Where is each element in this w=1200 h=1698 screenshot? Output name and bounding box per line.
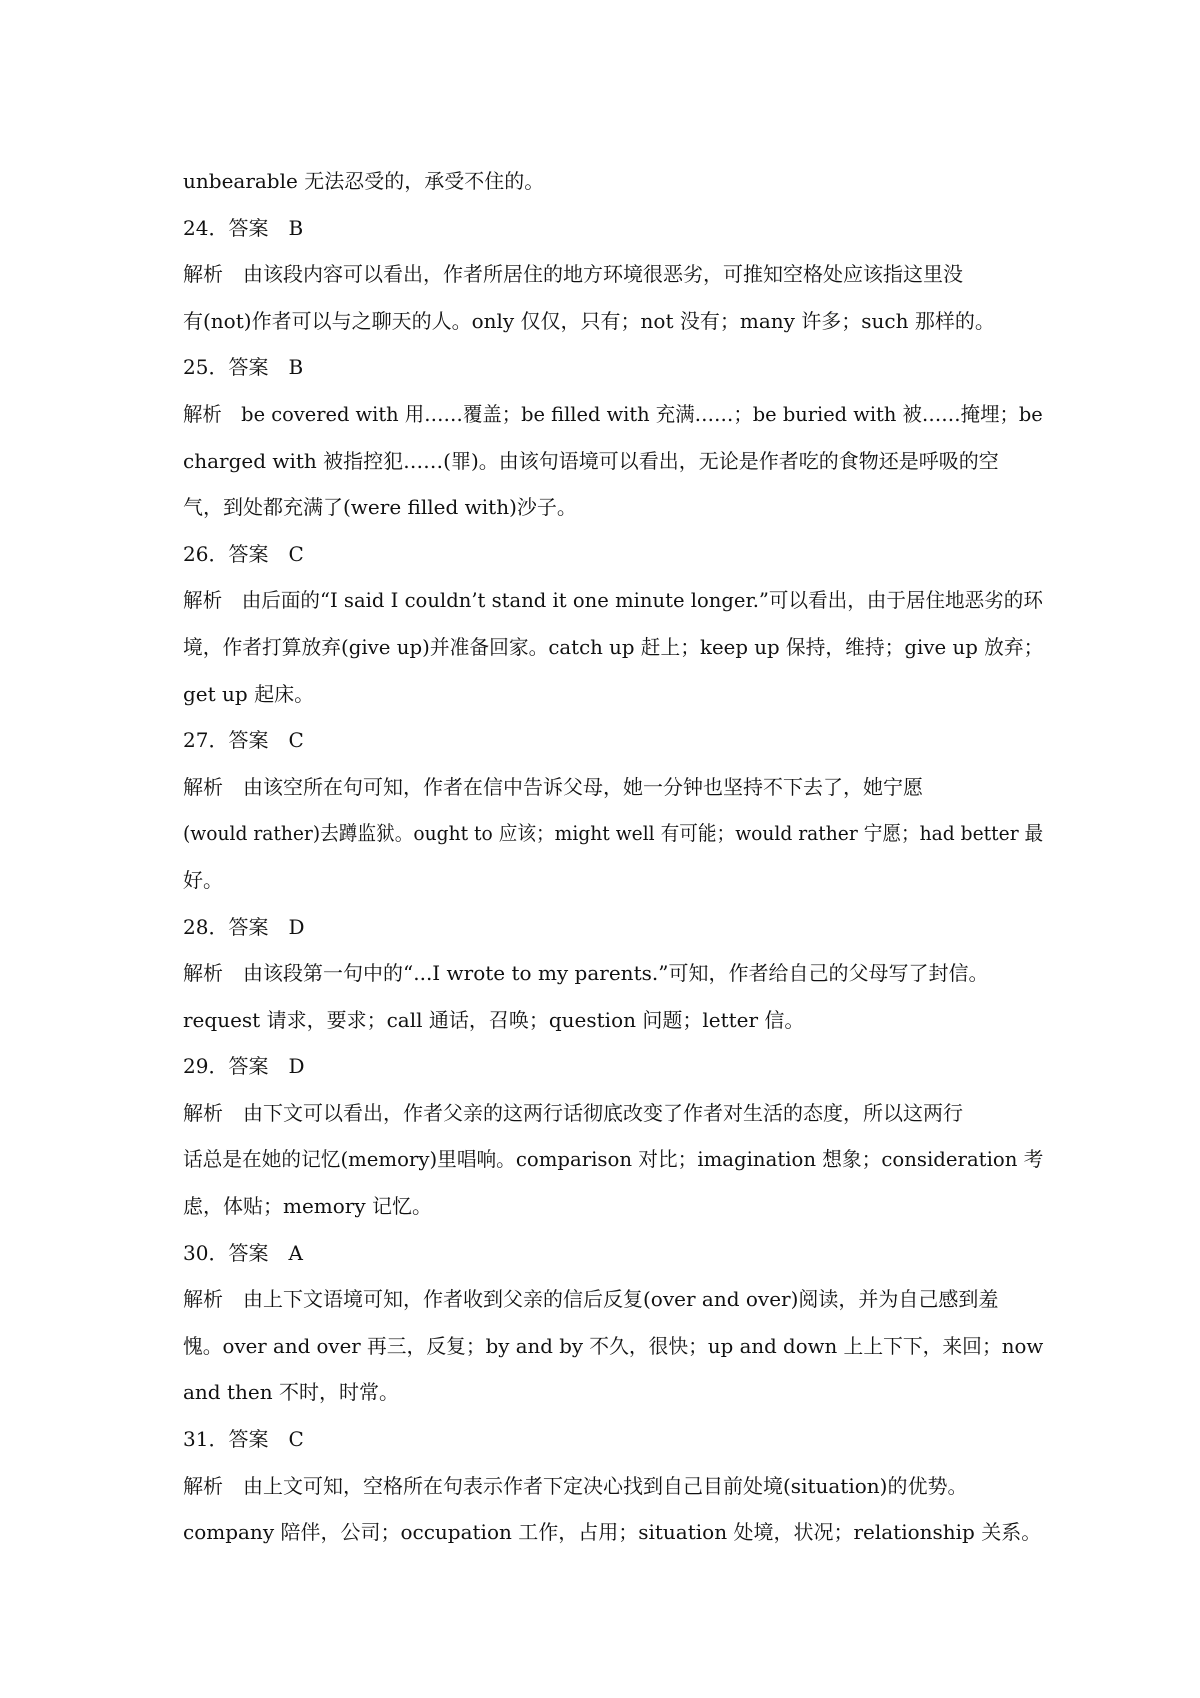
text-line: charged with 被指控犯……(罪)。由该句语境可以看出，无论是作者吃的食物还是呼吸的空 — [183, 448, 999, 473]
answer-line: 31．答案 C — [183, 1427, 304, 1452]
text-line: 解析 由后面的“I said I couldn’t stand it one minute longer.”可以看出，由于居住地恶劣的环 — [183, 588, 1043, 613]
text-line: 解析 be covered with 用……覆盖；be filled with 充满……；be buried with 被……掩埋；be — [183, 401, 1043, 426]
text-line: 解析 由上下文语境可知，作者收到父亲的信后反复(over and over)阅读，并为自己感到羞 — [183, 1287, 999, 1312]
text-line: get up 起床。 — [183, 681, 315, 706]
text-line: request 请求，要求；call 通话，召唤；question 问题；letter 信。 — [183, 1007, 805, 1032]
answer-line: 27．答案 C — [183, 728, 304, 753]
text-line: 好。 — [183, 867, 223, 892]
text-line: 愧。over and over 再三，反复；by and by 不久，很快；up and down 上上下下，来回；now — [183, 1333, 1044, 1358]
text-line: 解析 由该段内容可以看出，作者所居住的地方环境很恶劣，可推知空格处应该指这里没 — [183, 262, 963, 287]
answer-line: 25．答案 B — [183, 355, 304, 380]
text-line: (would rather)去蹲监狱。ought to 应该；might well 有可能；would rather 宁愿；had better 最 — [183, 821, 1044, 846]
text-line: 解析 由上文可知，空格所在句表示作者下定决心找到自己目前处境(situation)的优势。 — [183, 1473, 968, 1498]
answer-line: 28．答案 D — [183, 914, 305, 939]
document-body — [183, 158, 1043, 1556]
text-line: company 陪伴，公司；occupation 工作，占用；situation 处境，状况；relationship 关系。 — [183, 1520, 1042, 1545]
text-line: 气，到处都充满了(were filled with)沙子。 — [183, 495, 577, 520]
text-line: 话总是在她的记忆(memory)里唱响。comparison 对比；imagination 想象；consideration 考 — [183, 1147, 1044, 1172]
text-line: 解析 由该段第一句中的“...I wrote to my parents.”可知，作者给自己的父母写了封信。 — [183, 961, 989, 986]
answer-line: 24．答案 B — [183, 215, 304, 240]
text-line: 有(not)作者可以与之聊天的人。only 仅仅，只有；not 没有；many 许多；such 那样的。 — [183, 308, 995, 333]
text-line: and then 不时，时常。 — [183, 1380, 399, 1405]
text-line: 虑，体贴；memory 记忆。 — [183, 1194, 433, 1219]
text-line: unbearable 无法忍受的，承受不住的。 — [183, 169, 545, 193]
text-line: 境，作者打算放弃(give up)并准备回家。catch up 赶上；keep up 保持，维持；give up 放弃； — [183, 634, 1044, 659]
text-line: 解析 由下文可以看出，作者父亲的这两行话彻底改变了作者对生活的态度，所以这两行 — [183, 1100, 963, 1125]
answer-line: 26．答案 C — [183, 541, 304, 566]
text-line: 解析 由该空所在句可知，作者在信中告诉父母，她一分钟也坚持不下去了，她宁愿 — [183, 774, 923, 799]
answer-line: 30．答案 A — [183, 1240, 303, 1265]
answer-line: 29．答案 D — [183, 1054, 305, 1079]
